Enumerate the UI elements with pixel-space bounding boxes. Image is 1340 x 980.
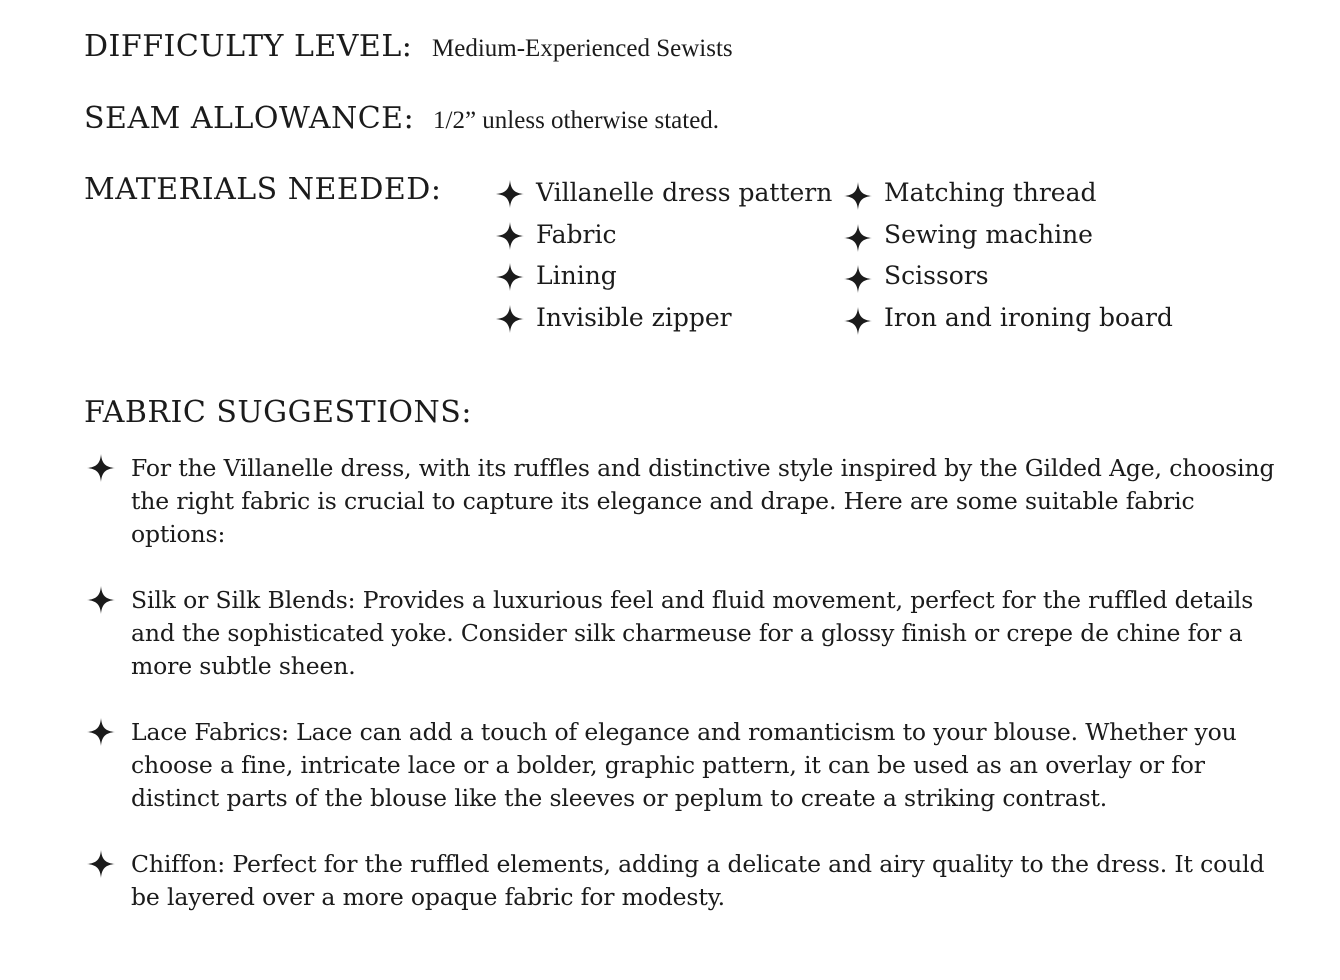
fabric-suggestion-item	[86, 716, 1286, 815]
four-point-star-icon	[86, 453, 116, 483]
material-label: Fabric	[536, 219, 617, 249]
materials-list-column-2	[843, 176, 1173, 342]
difficulty-level-label: DIFFICULTY LEVEL:	[84, 29, 413, 64]
four-point-star-icon	[86, 849, 116, 879]
four-point-star-icon	[843, 264, 873, 294]
fabric-suggestion-item	[86, 848, 1286, 914]
seam-allowance-value: 1/2” unless otherwise stated.	[433, 107, 720, 134]
four-point-star-icon	[843, 181, 873, 211]
fabric-suggestions-list	[86, 452, 1286, 947]
material-item	[495, 218, 832, 260]
material-label: Invisible zipper	[536, 302, 732, 332]
material-label: Lining	[536, 261, 617, 291]
seam-allowance-label: SEAM ALLOWANCE:	[84, 101, 415, 136]
four-point-star-icon	[495, 221, 525, 251]
fabric-suggestion-text: Lace Fabrics: Lace can add a touch of elegance and romanticism to your blouse. Whether you choose a fine, intricate lace or a bolder, graphic pattern, it can be used as an overlay or for distinct parts of the blouse like the sleeves or peplum to create a striking contrast.	[131, 718, 1237, 812]
materials-list-column-1	[495, 176, 832, 342]
four-point-star-icon	[86, 585, 116, 615]
four-point-star-icon	[86, 717, 116, 747]
material-label: Iron and ironing board	[884, 302, 1173, 332]
four-point-star-icon	[495, 262, 525, 292]
material-label: Scissors	[884, 261, 989, 291]
four-point-star-icon	[843, 306, 873, 336]
material-label: Sewing machine	[884, 219, 1093, 249]
material-label: Matching thread	[884, 178, 1097, 207]
material-item	[843, 176, 1173, 218]
difficulty-level-value: Medium-Experienced Sewists	[432, 35, 733, 62]
four-point-star-icon	[843, 223, 873, 253]
material-item	[843, 218, 1173, 260]
fabric-suggestions-heading: FABRIC SUGGESTIONS:	[84, 395, 472, 430]
material-label: Villanelle dress pattern	[536, 178, 833, 207]
material-item	[495, 259, 832, 301]
fabric-suggestion-item	[86, 584, 1286, 683]
fabric-suggestion-item	[86, 452, 1286, 551]
material-item	[843, 259, 1173, 301]
material-item	[495, 176, 832, 218]
fabric-suggestion-text: For the Villanelle dress, with its ruffles and distinctive style inspired by the Gilded Age, choosing the right fabric is crucial to capture its elegance and drape. Here are some suitable fabric options:	[131, 454, 1275, 548]
fabric-suggestion-text: Silk or Silk Blends: Provides a luxurious feel and fluid movement, perfect for the ruffled details and the sophisticated yoke. Consider silk charmeuse for a glossy finish or crepe de chine for a more subtle sheen.	[131, 586, 1254, 680]
material-item	[495, 301, 832, 343]
materials-needed-label: MATERIALS NEEDED:	[84, 172, 442, 207]
material-item	[843, 301, 1173, 343]
fabric-suggestion-text: Chiffon: Perfect for the ruffled elements, adding a delicate and airy quality to the dress. It could be layered over a more opaque fabric for modesty.	[131, 850, 1265, 911]
four-point-star-icon	[495, 304, 525, 334]
four-point-star-icon	[495, 179, 525, 209]
